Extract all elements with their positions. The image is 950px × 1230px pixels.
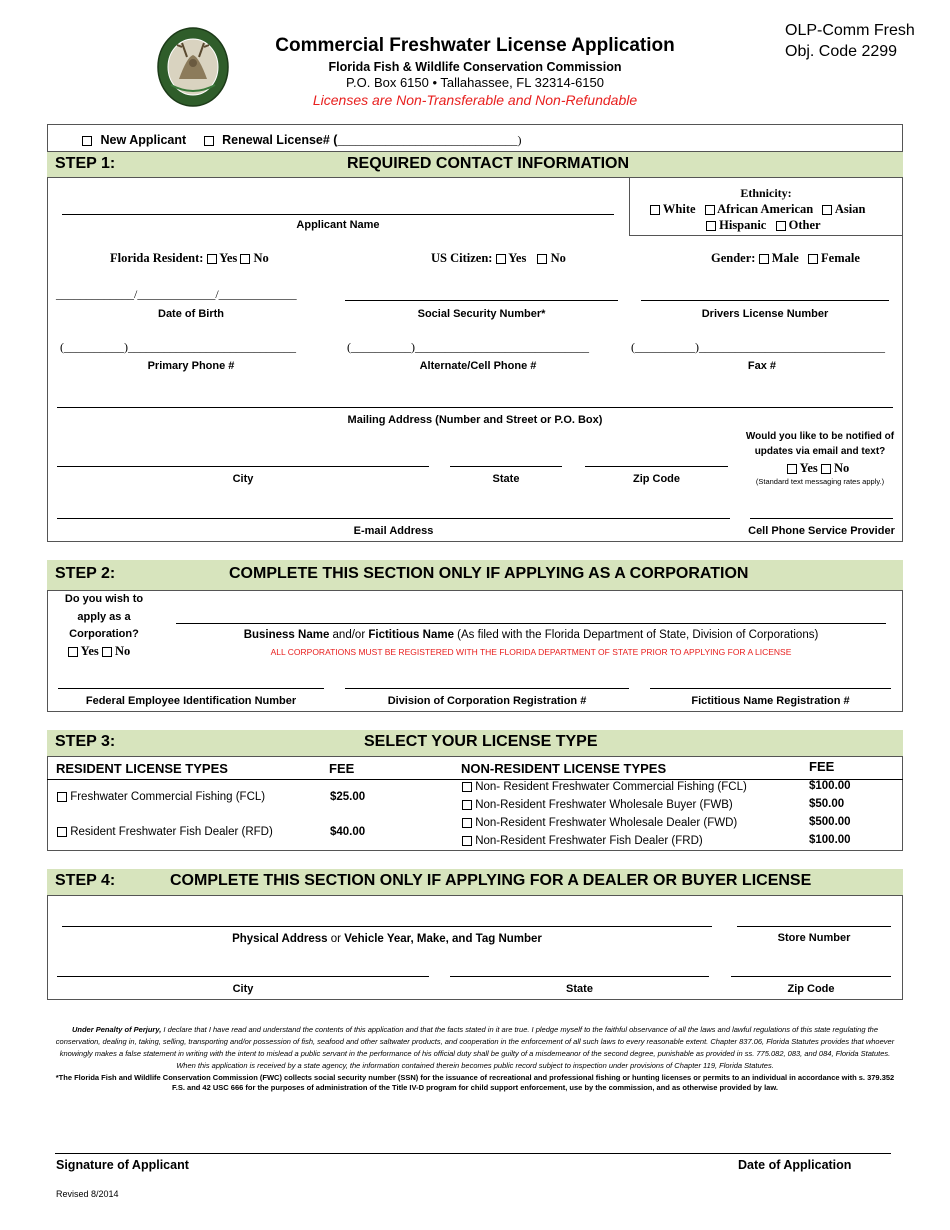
nonresident-license-option[interactable]	[462, 799, 733, 811]
nonresident-fee-header: FEE	[809, 759, 835, 774]
mailing-address-field[interactable]	[57, 407, 893, 408]
andor-text: and/or	[329, 629, 369, 641]
resident-fcl-checkbox[interactable]	[57, 792, 67, 802]
alternate-phone-field[interactable]: (__________)_____________________________	[347, 340, 589, 354]
new-applicant-label: New Applicant	[100, 133, 187, 147]
signature-line[interactable]	[55, 1153, 891, 1154]
perjury-statement	[55, 1024, 895, 1072]
ethnicity-label: Ethnicity:	[740, 186, 792, 200]
vehicle-info-text: Vehicle Year, Make, and Tag Number	[344, 933, 542, 945]
resident-rfd-fee: $40.00	[330, 826, 366, 838]
ethnicity-asian-label: Asian	[834, 202, 866, 216]
form-code-line-1: OLP-Comm Fresh	[785, 22, 915, 39]
ethnicity-row-2	[706, 218, 821, 233]
resident-fee-header: FEE	[329, 761, 355, 776]
business-name-field[interactable]	[176, 623, 886, 624]
notify-yes-checkbox[interactable]	[787, 464, 797, 474]
fax-field[interactable]: (__________)_______________________________	[631, 340, 885, 354]
corporation-question-1: Do you wish to	[64, 593, 144, 605]
florida-resident-no-checkbox[interactable]	[240, 254, 250, 264]
step4-state-label: State	[566, 983, 593, 995]
perjury-lead: Under Penalty of Perjury,	[71, 1025, 162, 1034]
zip-field[interactable]	[585, 466, 728, 467]
ssn-field[interactable]	[345, 300, 618, 301]
step1-header	[47, 151, 903, 178]
nonresident-fwb-fee: $50.00	[809, 798, 845, 810]
sms-rates-note: (Standard text messaging rates apply.)	[755, 477, 885, 486]
nonresident-fwd-label: Non-Resident Freshwater Wholesale Dealer (FWD)	[475, 817, 738, 829]
corporation-no-label: No	[114, 644, 131, 658]
step4-header	[47, 869, 903, 896]
filed-note-text: (As filed with the Florida Department of State, Division of Corporations)	[453, 629, 819, 641]
resident-license-header: RESIDENT LICENSE TYPES	[56, 761, 228, 776]
non-transferable-notice: Licenses are Non-Transferable and Non-Refundable	[312, 92, 638, 108]
renewal-label: Renewal License# (	[222, 133, 338, 147]
corporation-yes-label: Yes	[80, 644, 99, 658]
step1-title: REQUIRED CONTACT INFORMATION	[347, 155, 630, 172]
ethnicity-other-label: Other	[788, 218, 821, 232]
notify-yes-label: Yes	[799, 461, 818, 475]
primary-phone-field[interactable]: (__________)____________________________	[60, 340, 296, 354]
corporation-options	[68, 644, 130, 659]
resident-rfd-checkbox[interactable]	[57, 827, 67, 837]
nonresident-fwb-label: Non-Resident Freshwater Wholesale Buyer (FWB)	[475, 799, 733, 811]
drivers-license-label: Drivers License Number	[701, 308, 829, 320]
corporation-yes-checkbox[interactable]	[68, 647, 78, 657]
step4-zip-label: Zip Code	[787, 983, 835, 995]
notify-question-line-1: Would you like to be notified of	[745, 431, 895, 442]
gender-label: Gender:	[711, 251, 756, 265]
primary-phone-label: Primary Phone #	[147, 360, 235, 372]
form-code-line-2: Obj. Code 2299	[785, 43, 898, 60]
applicant-name-label: Applicant Name	[296, 219, 380, 231]
ethnicity-white-label: White	[662, 202, 696, 216]
step2-header	[47, 560, 903, 591]
nonresident-fwd-checkbox[interactable]	[462, 818, 472, 828]
resident-fcl-label: Freshwater Commercial Fishing (FCL)	[70, 791, 266, 803]
perjury-text: I declare that I have read and understand the contents of this application and that the facts stated in it are true. I pledge myself to the faithful observance of all the laws and lawful regulations of this state regulating the conservation, dealing in, taking, selling, transporting and/or possession of fish, seafood and other saltwater products, and cooperation in the enforcement of all such laws to every reasonable extent. Chapter 837.06, Florida Statutes provides that whoever knowingly makes a false statement in writing with the intent to mislead a public servant in the performance of his official duty shall be guilty of a misdemeanor of the second degree, punishable as provided in ss. 775.082, 083, and 084, Florida Statutes. When this application is received by a state agency, the information contained therein becomes public record subject to inspection under provisions of Chapter 119, Florida Statutes.	[55, 1025, 895, 1070]
renewal-checkbox[interactable]	[204, 136, 214, 146]
resident-rfd-label: Resident Freshwater Fish Dealer (RFD)	[70, 826, 273, 838]
drivers-license-field[interactable]	[641, 300, 889, 301]
step3-title: SELECT YOUR LICENSE TYPE	[364, 733, 598, 750]
step2-number: STEP 2:	[55, 565, 116, 582]
resident-license-option[interactable]	[57, 791, 265, 803]
step3-number: STEP 3:	[55, 733, 116, 750]
florida-resident-no-label: No	[253, 251, 269, 265]
zip-label: Zip Code	[632, 473, 681, 485]
ssn-collection-notice: *The Florida Fish and Wildlife Conservation Commission (FWC) collects social security number (SSN) for the issuance of recreational and professional fishing or hunting licenses or permits to an individual in accordance with s. 379.352 F.S. and 42 USC 666 for the purposes of administration of the Title IV-D program for child support enforcement, use by the commission, and as otherwise provided by law.	[55, 1073, 895, 1092]
notify-no-label: No	[833, 461, 850, 475]
step4-city-label: City	[232, 983, 254, 995]
store-number-label: Store Number	[777, 932, 851, 944]
nonresident-fcl-checkbox[interactable]	[462, 782, 472, 792]
business-name-label	[176, 629, 886, 641]
cell-provider-label: Cell Phone Service Provider	[748, 525, 895, 537]
fictitious-name-text: Fictitious Name	[368, 629, 454, 641]
nonresident-license-option[interactable]	[462, 835, 703, 847]
corporation-question-2: apply as a	[77, 611, 131, 623]
city-field[interactable]	[57, 466, 429, 467]
doc-registration-field[interactable]	[345, 688, 629, 689]
applicant-type-row	[82, 133, 521, 148]
nonresident-frd-checkbox[interactable]	[462, 836, 472, 846]
nonresident-frd-label: Non-Resident Freshwater Fish Dealer (FRD)	[475, 835, 703, 847]
ethnicity-african-american-label: African American	[717, 202, 814, 216]
revised-date: Revised 8/2014	[56, 1189, 119, 1199]
ethnicity-african-american-checkbox[interactable]	[705, 205, 715, 215]
fictitious-registration-field[interactable]	[650, 688, 891, 689]
city-label: City	[232, 473, 254, 485]
renewal-license-number-field[interactable]: ______________________________)	[337, 133, 522, 147]
ssn-label: Social Security Number*	[417, 308, 546, 320]
state-field[interactable]	[450, 466, 562, 467]
ethnicity-hispanic-label: Hispanic	[719, 218, 767, 232]
fein-field[interactable]	[58, 688, 324, 689]
notify-question-line-2: updates via email and text?	[754, 446, 886, 457]
ethnicity-white-checkbox[interactable]	[650, 205, 660, 215]
us-citizen-no-checkbox[interactable]	[537, 254, 547, 264]
resident-license-option[interactable]	[57, 826, 273, 838]
us-citizen-yes-checkbox[interactable]	[496, 254, 506, 264]
date-of-birth-field[interactable]: _____________/_____________/_____________	[56, 287, 297, 301]
store-number-field[interactable]	[737, 926, 891, 927]
corporation-question-3: Corporation?	[69, 628, 139, 640]
us-citizen-label: US Citizen:	[431, 251, 493, 265]
step4-number: STEP 4:	[55, 872, 116, 889]
florida-resident-label: Florida Resident:	[110, 251, 204, 265]
us-citizen-yes-label: Yes	[508, 251, 527, 265]
step3-header	[47, 730, 903, 757]
date-of-birth-label: Date of Birth	[158, 308, 224, 320]
physical-address-field[interactable]	[62, 926, 712, 927]
step4-state-field[interactable]	[450, 976, 709, 977]
us-citizen-group	[431, 251, 566, 266]
agency-address: P.O. Box 6150 • Tallahassee, FL 32314-6150	[346, 75, 604, 90]
cell-provider-field[interactable]	[750, 518, 893, 519]
ethnicity-asian-checkbox[interactable]	[822, 205, 832, 215]
corporation-no-checkbox[interactable]	[102, 647, 112, 657]
signature-label: Signature of Applicant	[56, 1158, 189, 1172]
new-applicant-checkbox[interactable]	[82, 136, 92, 146]
ethnicity-row-1	[650, 202, 865, 217]
notify-options	[787, 461, 849, 476]
nonresident-fwd-fee: $500.00	[809, 816, 851, 828]
date-of-application-label: Date of Application	[738, 1158, 852, 1172]
us-citizen-no-label: No	[550, 251, 566, 265]
applicant-name-field[interactable]	[62, 214, 614, 215]
ethnicity-other-checkbox[interactable]	[776, 221, 786, 231]
email-field[interactable]	[57, 518, 730, 519]
fein-label: Federal Employee Identification Number	[85, 695, 297, 707]
mailing-address-label: Mailing Address (Number and Street or P.O. Box)	[347, 414, 603, 426]
resident-fcl-fee: $25.00	[330, 791, 366, 803]
step3-header-divider	[47, 779, 903, 780]
florida-resident-yes-label: Yes	[219, 251, 238, 265]
fictitious-registration-label: Fictitious Name Registration #	[691, 695, 850, 707]
alternate-phone-label: Alternate/Cell Phone #	[419, 360, 537, 372]
nonresident-license-option[interactable]	[462, 781, 747, 793]
fwc-seal-logo	[157, 27, 229, 107]
nonresident-license-option[interactable]	[462, 817, 737, 829]
or-text: or	[327, 933, 345, 945]
nonresident-fwb-checkbox[interactable]	[462, 800, 472, 810]
fax-label: Fax #	[747, 360, 777, 372]
doc-registration-label: Division of Corporation Registration #	[387, 695, 587, 707]
florida-resident-group	[110, 251, 269, 266]
agency-name: Florida Fish & Wildlife Conservation Commission	[328, 60, 622, 74]
gender-female-label: Female	[821, 251, 860, 265]
gender-male-label: Male	[771, 251, 799, 265]
state-label: State	[492, 473, 520, 485]
email-label: E-mail Address	[353, 525, 434, 537]
corporation-registration-warning: ALL CORPORATIONS MUST BE REGISTERED WITH THE FLORIDA DEPARTMENT OF STATE PRIOR TO APPLYING FOR A LICENSE	[270, 647, 792, 657]
notify-no-checkbox[interactable]	[821, 464, 831, 474]
step4-city-field[interactable]	[57, 976, 429, 977]
gender-group	[711, 251, 860, 266]
step4-title: COMPLETE THIS SECTION ONLY IF APPLYING FOR A DEALER OR BUYER LICENSE	[170, 872, 812, 889]
business-name-text: Business Name	[243, 629, 330, 641]
step2-title: COMPLETE THIS SECTION ONLY IF APPLYING AS A CORPORATION	[229, 565, 749, 582]
gender-female-checkbox[interactable]	[808, 254, 818, 264]
nonresident-license-header: NON-RESIDENT LICENSE TYPES	[461, 761, 667, 776]
form-title: Commercial Freshwater License Application	[275, 35, 675, 56]
physical-address-text: Physical Address	[232, 933, 328, 945]
gender-male-checkbox[interactable]	[759, 254, 769, 264]
ethnicity-hispanic-checkbox[interactable]	[706, 221, 716, 231]
nonresident-frd-fee: $100.00	[809, 834, 851, 846]
step1-number: STEP 1:	[55, 155, 116, 172]
step4-zip-field[interactable]	[731, 976, 891, 977]
nonresident-fcl-fee: $100.00	[809, 780, 851, 792]
physical-address-label	[62, 933, 712, 945]
florida-resident-yes-checkbox[interactable]	[207, 254, 217, 264]
nonresident-fcl-label: Non- Resident Freshwater Commercial Fishing (FCL)	[475, 781, 747, 793]
